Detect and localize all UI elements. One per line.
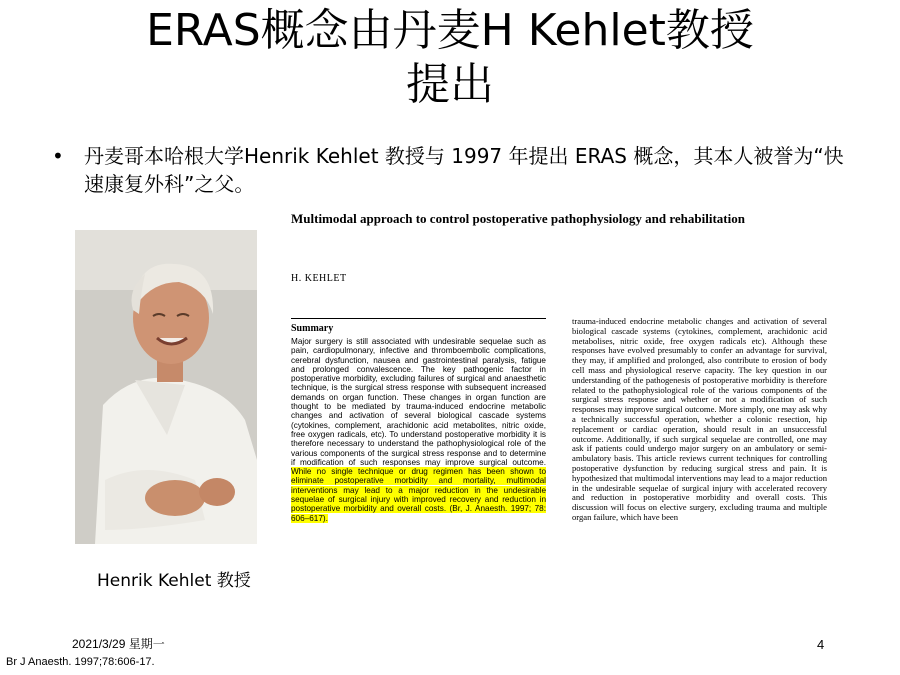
photo-caption: Henrik Kehlet 教授 (97, 571, 251, 591)
summary-text (291, 337, 546, 523)
portrait-image (75, 230, 257, 544)
paper-author: H. KEHLET (291, 273, 347, 284)
slide-title-line2: 提出 (406, 59, 494, 110)
summary-plain-text: Major surgery is still associated with undesirable sequelae such as pain, cardiopulmonary, infective and thromboembolic complications, cerebral dysfunction, nausea and gastrointestinal paralysis, fatigue and prolonged convalescence. The key pathogenic factor in postoperative morbidity, excluding failures of surgical and anaesthetic technique, is the surgical stress response with subsequent increased demands on organ function. These changes in organ function are thought to be mediated by trauma-induced endocrine metabolic changes and activation of several biological cascade systems (cytokines, complement, arachidonic acid metabolites, nitric oxide, free oxygen radicals, etc). To understand postoperative morbidity it is therefore necessary to understand the pathophysiological role of the various components of the surgical stress response and to determine if modification of such responses may improve surgical outcome. (291, 337, 546, 467)
paper-right-column: trauma-induced endocrine metabolic changes and activation of several biological cascade systems (cytokines, complement, arachidonic acid metabolises, nitric oxide, free oxygen radicals etc). Although these responses have evolved presumably to confer an advantage for survival, they may, if amplified and prolonged, also contribute to erosion of body cell mass and physiological reserve capacity. The key question in our understanding of the pathogenesis of postoperative morbidity is therefore related to the pathophysiological role of the various components of the surgical stress response and whether or not a modification of such responses may improve surgical outcome. More simply, one may ask why a technically successful operation, whether a colonic resection, hip replacement or cardiac operation, should result in an unsuccessful outcome. Additionally, if such surgical sequelae are controlled, one may ask if patients could undergo major surgery on an ambulatory or semi-ambulatory basis. This article reviews current techniques for controlling postoperative dysfunction by reducing surgical stress and pain. It is hypothesized that multimodal interventions may lead to a major reduction in the undesirable sequelae of surgical injury with accelerated recovery and reduction in postoperative morbidity and overall costs. This discussion will focus on elective surgery, excluding trauma and multiple organ failure, which have been (572, 316, 827, 522)
paper-title: Multimodal approach to control postoperative pathophysiology and rehabilitation (291, 211, 745, 226)
slide-title (40, 4, 860, 112)
summary-divider (291, 318, 546, 319)
summary-highlighted-text: While no single technique or drug regimen has been shown to eliminate postoperative morbidity and mortality, multimodal interventions may lead to a major reduction in the undesirable sequelae of surgical injury with improved recovery and reduction in postoperative morbidity and overall costs. (Br, J. Anaesth. 1997; 78: 606–617). (291, 467, 546, 523)
kehlet-photo (75, 230, 257, 544)
bullet-text: 丹麦哥本哈根大学Henrik Kehlet 教授与 1997 年提出 ERAS 概念，其本人被誉为“快速康复外科”之父。 (84, 144, 844, 196)
page-number: 4 (817, 637, 825, 652)
citation-reference: Br J Anaesth. 1997;78:606-17. (6, 656, 155, 668)
slide-title-line1: ERAS概念由丹麦H Kehlet教授 (146, 5, 754, 56)
summary-heading: Summary (291, 323, 334, 334)
bullet-item (52, 142, 858, 198)
footer-date: 2021/3/29 星期一 (72, 637, 165, 651)
bullet-dot-icon: • (52, 144, 64, 168)
